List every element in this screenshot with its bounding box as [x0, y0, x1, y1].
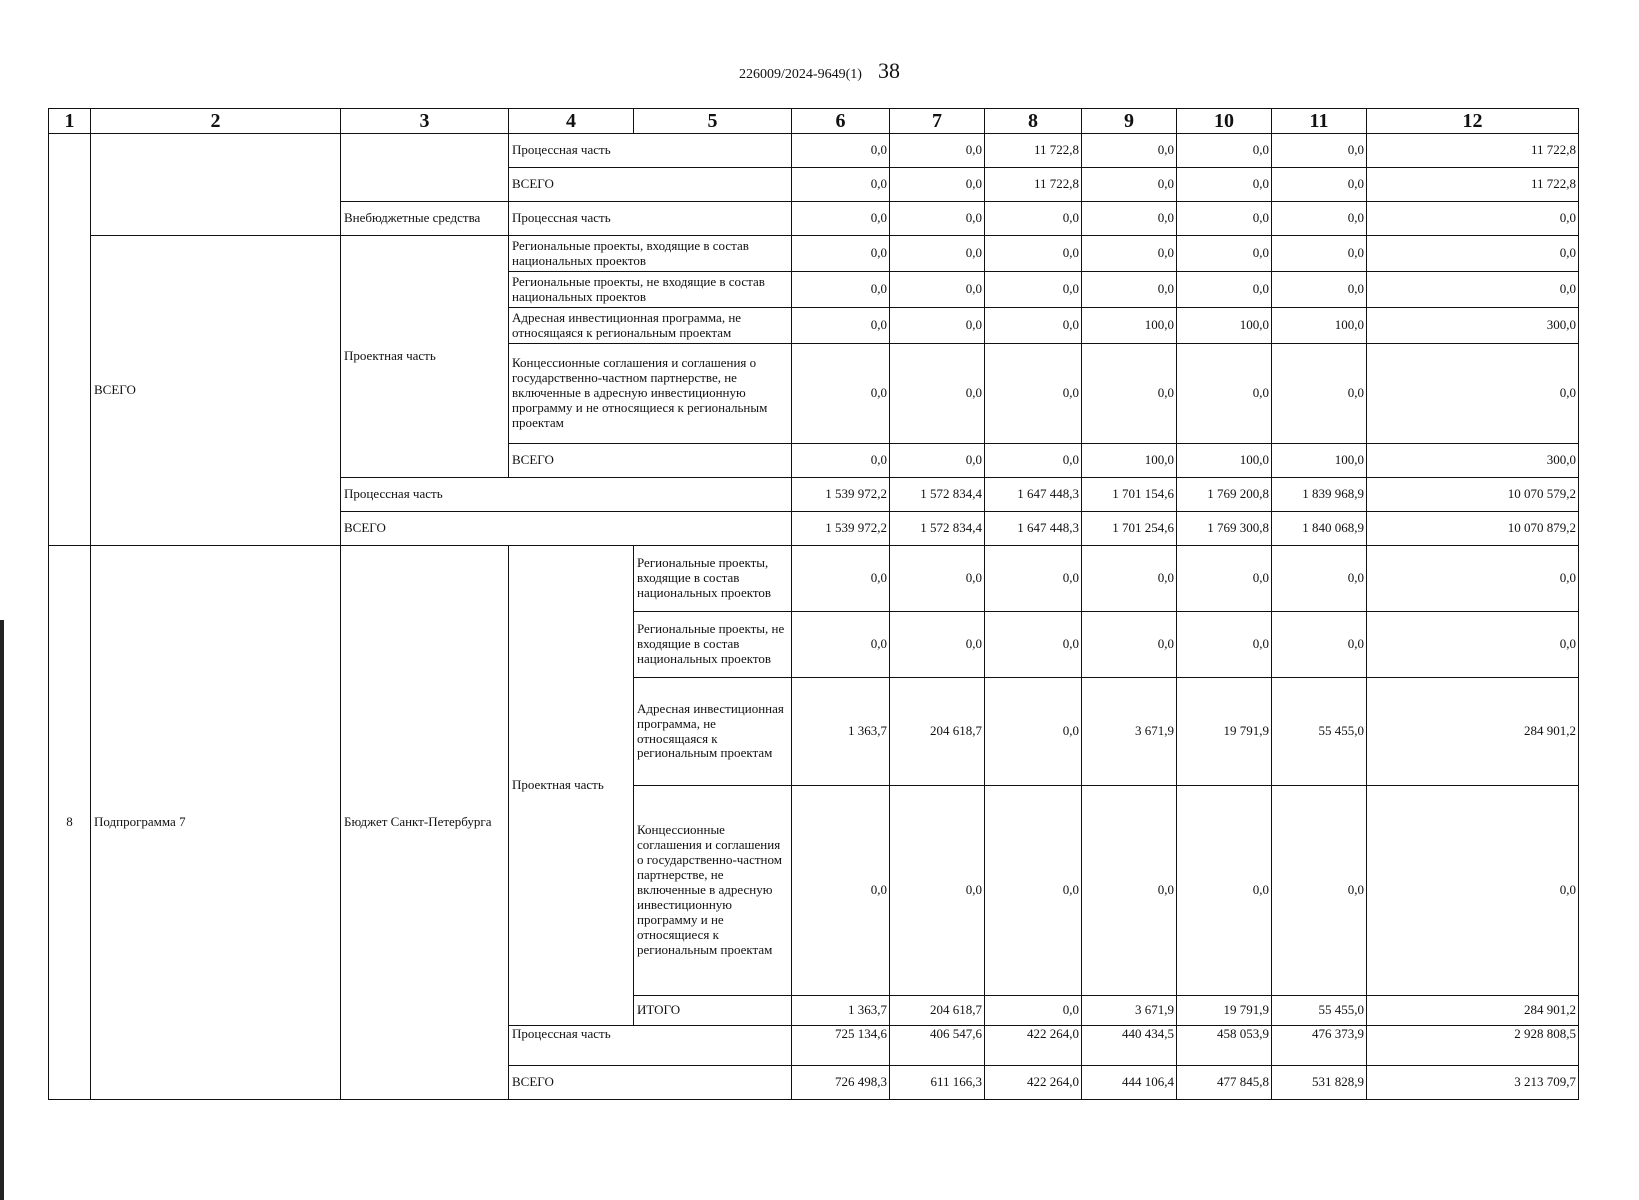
value-cell: 0,0: [1177, 612, 1272, 678]
value-cell: 1 363,7: [792, 996, 890, 1026]
value-cell: 0,0: [1272, 236, 1367, 272]
col-header-5: 5: [634, 109, 792, 134]
value-cell: 0,0: [890, 272, 985, 308]
value-cell: 0,0: [1367, 202, 1579, 236]
value-cell: 0,0: [890, 612, 985, 678]
value-cell: 100,0: [1272, 308, 1367, 344]
value-cell: 0,0: [890, 786, 985, 996]
value-cell: 0,0: [1367, 344, 1579, 444]
value-cell: 0,0: [1082, 344, 1177, 444]
value-cell: 3 671,9: [1082, 996, 1177, 1026]
column-number-row: [49, 109, 1579, 134]
value-cell: 1 769 300,8: [1177, 512, 1272, 546]
row-label: Процессная часть: [509, 202, 792, 236]
value-cell: 0,0: [1177, 202, 1272, 236]
value-cell: 100,0: [1082, 308, 1177, 344]
row-label: Региональные проекты, входящие в состав национальных проектов: [509, 236, 792, 272]
value-cell: 0,0: [890, 308, 985, 344]
value-cell: 0,0: [1082, 612, 1177, 678]
cell-source-empty: [341, 134, 509, 202]
value-cell: 726 498,3: [792, 1066, 890, 1100]
value-cell: 1 539 972,2: [792, 512, 890, 546]
value-cell: 0,0: [1272, 786, 1367, 996]
row-label: ВСЕГО: [509, 1066, 792, 1100]
value-cell: 19 791,9: [1177, 996, 1272, 1026]
value-cell: 458 053,9: [1177, 1026, 1272, 1066]
value-cell: 0,0: [1272, 272, 1367, 308]
value-cell: 11 722,8: [1367, 168, 1579, 202]
value-cell: 0,0: [792, 344, 890, 444]
value-cell: 55 455,0: [1272, 996, 1367, 1026]
value-cell: 477 845,8: [1177, 1066, 1272, 1100]
value-cell: 11 722,8: [985, 134, 1082, 168]
value-cell: 1 840 068,9: [1272, 512, 1367, 546]
table-row: [49, 236, 1579, 272]
value-cell: 0,0: [1177, 134, 1272, 168]
value-cell: 0,0: [1367, 272, 1579, 308]
value-cell: 0,0: [792, 202, 890, 236]
value-cell: 0,0: [890, 344, 985, 444]
value-cell: 422 264,0: [985, 1026, 1082, 1066]
value-cell: 0,0: [985, 996, 1082, 1026]
row-label: Адресная инвестиционная программа, не относящаяся к региональным проектам: [634, 678, 792, 786]
value-cell: 11 722,8: [985, 168, 1082, 202]
value-cell: 10 070 579,2: [1367, 478, 1579, 512]
value-cell: 11 722,8: [1367, 134, 1579, 168]
scan-edge-mark: [0, 620, 4, 1200]
row-label: Региональные проекты, не входящие в состав национальных проектов: [634, 612, 792, 678]
value-cell: 0,0: [1082, 546, 1177, 612]
row-label: ВСЕГО: [509, 444, 792, 478]
value-cell: 0,0: [985, 546, 1082, 612]
value-cell: 1 647 448,3: [985, 478, 1082, 512]
value-cell: 0,0: [985, 678, 1082, 786]
row-label: Адресная инвестиционная программа, не относящаяся к региональным проектам: [509, 308, 792, 344]
col-header-8: 8: [985, 109, 1082, 134]
value-cell: 284 901,2: [1367, 996, 1579, 1026]
col-header-1: 1: [49, 109, 91, 134]
value-cell: 0,0: [1177, 546, 1272, 612]
value-cell: 300,0: [1367, 308, 1579, 344]
value-cell: 0,0: [792, 546, 890, 612]
value-cell: 3 213 709,7: [1367, 1066, 1579, 1100]
value-cell: 0,0: [1367, 612, 1579, 678]
value-cell: 19 791,9: [1177, 678, 1272, 786]
col-header-9: 9: [1082, 109, 1177, 134]
subprogram-name: Подпрограмма 7: [91, 546, 341, 1100]
row-label: ИТОГО: [634, 996, 792, 1026]
budget-table: [48, 108, 1579, 1100]
value-cell: 0,0: [1272, 134, 1367, 168]
value-cell: 0,0: [985, 308, 1082, 344]
value-cell: 0,0: [985, 612, 1082, 678]
col-header-10: 10: [1177, 109, 1272, 134]
row-label: Процессная часть: [341, 478, 792, 512]
value-cell: 0,0: [792, 308, 890, 344]
cell-name-empty: [91, 134, 341, 236]
value-cell: 0,0: [985, 444, 1082, 478]
value-cell: 55 455,0: [1272, 678, 1367, 786]
value-cell: 0,0: [1367, 236, 1579, 272]
row-label: Региональные проекты, входящие в состав национальных проектов: [634, 546, 792, 612]
value-cell: 0,0: [792, 444, 890, 478]
value-cell: 1 572 834,4: [890, 512, 985, 546]
value-cell: 3 671,9: [1082, 678, 1177, 786]
value-cell: 0,0: [1082, 272, 1177, 308]
value-cell: 1 701 154,6: [1082, 478, 1177, 512]
value-cell: 0,0: [792, 272, 890, 308]
value-cell: 0,0: [985, 202, 1082, 236]
value-cell: 100,0: [1272, 444, 1367, 478]
value-cell: 0,0: [792, 612, 890, 678]
value-cell: 0,0: [1272, 612, 1367, 678]
value-cell: 0,0: [1177, 236, 1272, 272]
value-cell: 1 769 200,8: [1177, 478, 1272, 512]
value-cell: 0,0: [792, 786, 890, 996]
table-row: [49, 134, 1579, 168]
project-part-label: Проектная часть: [341, 236, 509, 478]
value-cell: 611 166,3: [890, 1066, 985, 1100]
value-cell: 440 434,5: [1082, 1026, 1177, 1066]
value-cell: 0,0: [890, 134, 985, 168]
value-cell: 0,0: [1082, 786, 1177, 996]
value-cell: 0,0: [792, 236, 890, 272]
value-cell: 0,0: [1082, 168, 1177, 202]
col-header-6: 6: [792, 109, 890, 134]
row-label: ВСЕГО: [509, 168, 792, 202]
value-cell: 0,0: [985, 344, 1082, 444]
col-header-11: 11: [1272, 109, 1367, 134]
value-cell: 204 618,7: [890, 678, 985, 786]
page-number: 38: [877, 58, 900, 83]
value-cell: 531 828,9: [1272, 1066, 1367, 1100]
col-header-7: 7: [890, 109, 985, 134]
value-cell: 444 106,4: [1082, 1066, 1177, 1100]
row-label: Концессионные соглашения и соглашения о государственно-частном партнерстве, не включенные в адресную инвестиционную программу и не относящиеся к региональным проектам: [509, 344, 792, 444]
value-cell: 300,0: [1367, 444, 1579, 478]
row-number: 8: [49, 546, 91, 1100]
value-cell: 725 134,6: [792, 1026, 890, 1066]
table-row: [49, 546, 1579, 612]
value-cell: 476 373,9: [1272, 1026, 1367, 1066]
value-cell: 284 901,2: [1367, 678, 1579, 786]
value-cell: 0,0: [1272, 344, 1367, 444]
value-cell: 0,0: [890, 546, 985, 612]
value-cell: 0,0: [1367, 546, 1579, 612]
value-cell: 10 070 879,2: [1367, 512, 1579, 546]
value-cell: 0,0: [1082, 236, 1177, 272]
funding-source: Бюджет Санкт-Петербурга: [341, 546, 509, 1100]
value-cell: 406 547,6: [890, 1026, 985, 1066]
value-cell: 0,0: [1272, 202, 1367, 236]
document-header: [0, 58, 1639, 84]
row-label: Региональные проекты, не входящие в состав национальных проектов: [509, 272, 792, 308]
value-cell: 0,0: [1272, 546, 1367, 612]
value-cell: 1 572 834,4: [890, 478, 985, 512]
row-label: ВСЕГО: [341, 512, 792, 546]
value-cell: 422 264,0: [985, 1066, 1082, 1100]
project-part-label: Проектная часть: [509, 546, 634, 1026]
value-cell: 100,0: [1082, 444, 1177, 478]
col-header-2: 2: [91, 109, 341, 134]
value-cell: 0,0: [890, 444, 985, 478]
value-cell: 1 363,7: [792, 678, 890, 786]
value-cell: 0,0: [890, 236, 985, 272]
document-number: 226009/2024-9649(1): [739, 67, 862, 82]
value-cell: 0,0: [1082, 202, 1177, 236]
value-cell: 0,0: [1177, 344, 1272, 444]
value-cell: 1 839 968,9: [1272, 478, 1367, 512]
value-cell: 0,0: [1177, 786, 1272, 996]
value-cell: 0,0: [985, 272, 1082, 308]
col-header-3: 3: [341, 109, 509, 134]
total-block-name: ВСЕГО: [91, 236, 341, 546]
value-cell: 0,0: [1367, 786, 1579, 996]
value-cell: 0,0: [985, 236, 1082, 272]
value-cell: 0,0: [1177, 168, 1272, 202]
funding-source: Внебюджетные средства: [341, 202, 509, 236]
value-cell: 204 618,7: [890, 996, 985, 1026]
value-cell: 100,0: [1177, 444, 1272, 478]
col-header-4: 4: [509, 109, 634, 134]
value-cell: 0,0: [890, 202, 985, 236]
row-label: Процессная часть: [509, 134, 792, 168]
value-cell: 0,0: [1082, 134, 1177, 168]
value-cell: 0,0: [1272, 168, 1367, 202]
value-cell: 2 928 808,5: [1367, 1026, 1579, 1066]
value-cell: 1 539 972,2: [792, 478, 890, 512]
value-cell: 0,0: [985, 786, 1082, 996]
cell-num-empty: [49, 134, 91, 546]
col-header-12: 12: [1367, 109, 1579, 134]
value-cell: 100,0: [1177, 308, 1272, 344]
value-cell: 1 647 448,3: [985, 512, 1082, 546]
value-cell: 0,0: [890, 168, 985, 202]
value-cell: 0,0: [792, 134, 890, 168]
value-cell: 0,0: [1177, 272, 1272, 308]
row-label: Процессная часть: [509, 1026, 792, 1066]
row-label: Концессионные соглашения и соглашения о государственно-частном партнерстве, не включенные в адресную инвестиционную программу и не относящиеся к региональным проектам: [634, 786, 792, 996]
value-cell: 0,0: [792, 168, 890, 202]
value-cell: 1 701 254,6: [1082, 512, 1177, 546]
